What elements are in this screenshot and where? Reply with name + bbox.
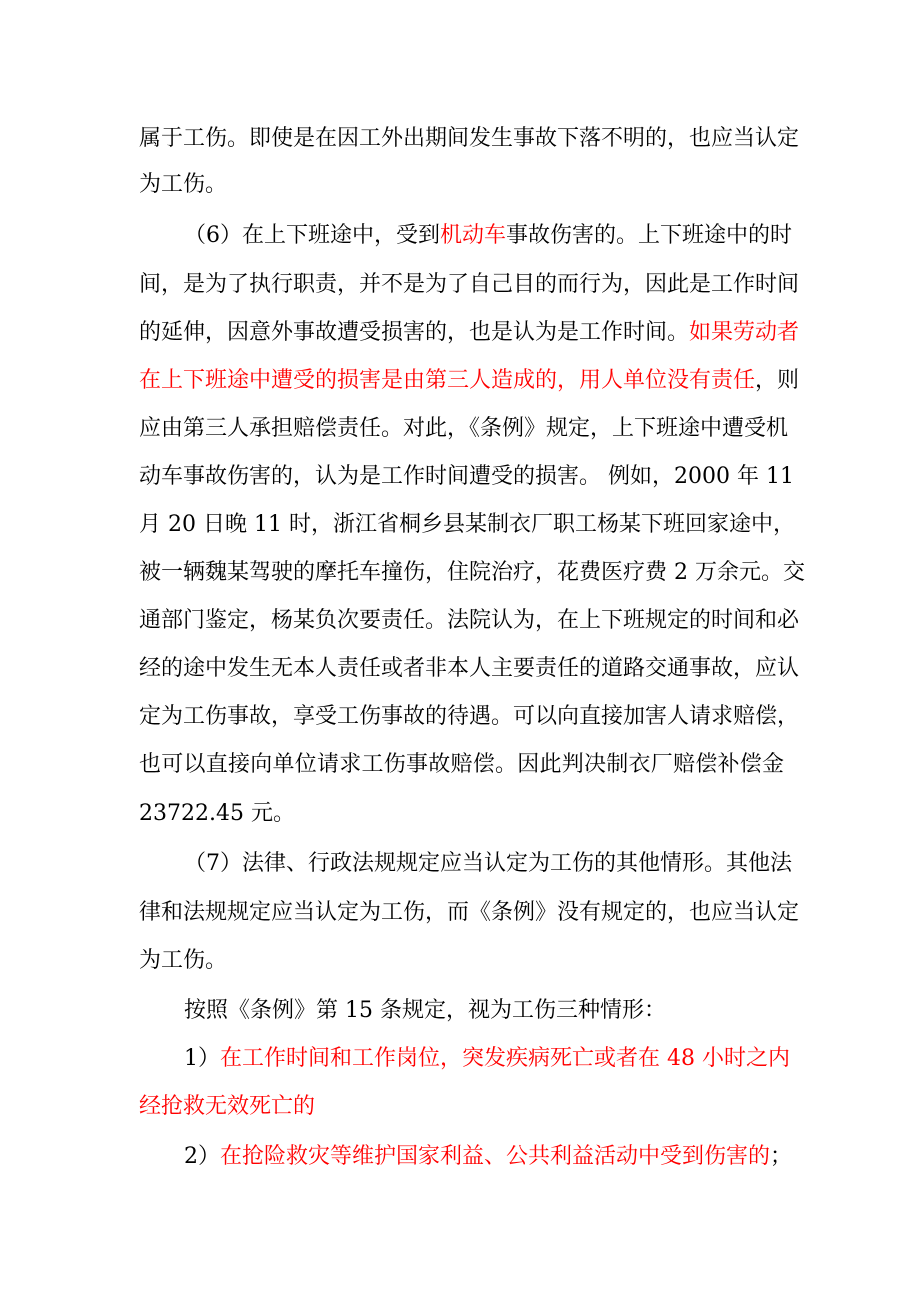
text-line: 按照《条例》第 15 条规定，视为工伤三种情形： — [184, 998, 666, 1023]
list-item: 2）在抢险救灾等维护国家利益、公共利益活动中受到伤害的； — [184, 1144, 793, 1169]
text-line: （6）在上下班途中，受到机动车事故伤害的。上下班途中的时 — [184, 223, 793, 248]
text-line: 在上下班途中遭受的损害是由第三人造成的，用人单位没有责任，则 — [139, 368, 800, 393]
list-item: 1）在工作时间和工作岗位，突发疾病死亡或者在 48 小时之内 — [184, 1046, 790, 1071]
text-line: 被一辆魏某驾驶的摩托车撞伤，住院治疗，花费医疗费 2 万余元。交 — [139, 560, 805, 585]
text-line — [139, 1085, 784, 1129]
text-line: 经的途中发生无本人责任或者非本人主要责任的道路交通事故，应认 — [139, 656, 800, 681]
text-line: 属于工伤。即使是在因工外出期间发生事故下落不明的，也应当认定 — [139, 126, 800, 151]
text-line: 应由第三人承担赔偿责任。对此，《条例》规定，上下班途中遭受机 — [139, 416, 789, 441]
text-line: 动车事故伤害的，认为是工作时间遭受的损害。 例如，2000 年 11 — [139, 464, 794, 489]
text-line: 间，是为了执行职责，并不是为了自己目的而行为，因此是工作时间 — [139, 272, 800, 297]
highlighted-text: 在抢险救灾等维护国家利益、公共利益活动中受到伤害的 — [220, 1144, 771, 1169]
text-line: （7）法律、行政法规规定应当认定为工伤的其他情形。其他法 — [184, 851, 792, 876]
text-line: 为工伤。 — [139, 172, 228, 197]
text-line: 律和法规规定应当认定为工伤，而《条例》没有规定的，也应当认定 — [139, 900, 800, 925]
highlighted-text: 经抢救无效死亡的 — [139, 1094, 316, 1119]
highlighted-text: 在工作时间和工作岗位，突发疾病死亡或者在 48 小时之内 — [220, 1046, 790, 1071]
highlighted-text: 如果劳动者 — [689, 320, 800, 345]
highlighted-text: 机动车 — [440, 223, 507, 248]
text-line: 月 20 日晚 11 时，浙江省桐乡县某制衣厂职工杨某下班回家途中， — [139, 512, 795, 537]
text-line: 23722.45 元。 — [139, 801, 295, 826]
text-line: 也可以直接向单位请求工伤事故赔偿。因此判决制衣厂赔偿补偿金 — [139, 752, 784, 777]
text-line: 的延伸，因意外事故遭受损害的，也是认为是工作时间。如果劳动者 — [139, 320, 800, 345]
text-line: 为工伤。 — [139, 948, 228, 973]
text-line: 通部门鉴定，杨某负次要责任。法院认为，在上下班规定的时间和必 — [139, 608, 800, 633]
text-line: 定为工伤事故，享受工伤事故的待遇。可以向直接加害人请求赔偿， — [139, 704, 800, 729]
highlighted-text: 在上下班途中遭受的损害是由第三人造成的，用人单位没有责任 — [139, 368, 756, 393]
